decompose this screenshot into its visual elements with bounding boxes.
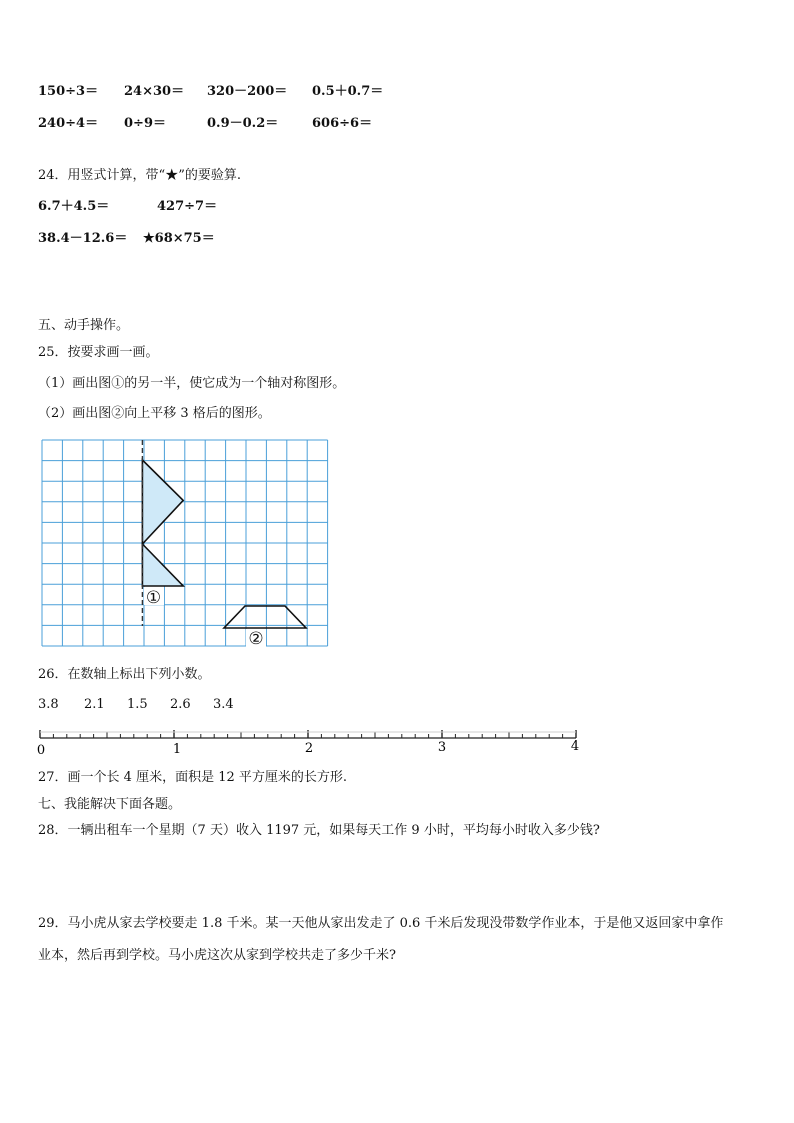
axis-label-2: 2 xyxy=(304,741,314,756)
calc-item: 320－200＝ xyxy=(207,84,288,99)
q29-line1: 29．马小虎从家去学校要走 1.8 千米。某一天他从家出发走了 0.6 千米后发现没带数学作业本，于是他又返回家中拿作 xyxy=(38,916,724,931)
q28-title: 28．一辆出租车一个星期（7 天）收入 1197 元，如果每天工作 9 小时，平均每小时收入多少钱? xyxy=(38,823,600,838)
calc-item: 427÷7＝ xyxy=(157,199,218,214)
calc-item: 240÷4＝ xyxy=(38,116,99,131)
calc-item: 38.4－12.6＝ xyxy=(38,231,128,246)
calc-item: 6.7＋4.5＝ xyxy=(38,199,110,214)
calc-item: 0÷9＝ xyxy=(124,116,166,131)
q26-title: 26．在数轴上标出下列小数。 xyxy=(38,667,211,682)
q25-title: 25．按要求画一画。 xyxy=(38,345,159,360)
grid-lines xyxy=(42,440,328,646)
decimal-item: 3.4 xyxy=(213,697,234,712)
calc-item: 0.5＋0.7＝ xyxy=(312,84,384,99)
shape-2-trapezoid xyxy=(224,606,306,628)
calc-item: 24×30＝ xyxy=(124,84,185,99)
decimal-item: 3.8 xyxy=(38,697,59,712)
grid-figure xyxy=(38,436,330,650)
q27-title: 27．画一个长 4 厘米，面积是 12 平方厘米的长方形. xyxy=(38,770,348,785)
section7-title: 七、我能解决下面各题。 xyxy=(38,797,182,812)
calc-item: 150÷3＝ xyxy=(38,84,99,99)
shape-1-upper-triangle xyxy=(142,460,183,544)
calc-item: ★68×75＝ xyxy=(143,231,215,246)
calc-item: 606÷6＝ xyxy=(312,116,373,131)
axis-label-4: 4 xyxy=(570,739,580,754)
axis-label-3: 3 xyxy=(437,740,447,755)
shape-1-lower-triangle xyxy=(142,544,183,586)
decimal-item: 2.1 xyxy=(84,697,105,712)
axis-label-0: 0 xyxy=(36,743,46,758)
q29-line2: 业本，然后再到学校。马小虎这次从家到学校共走了多少千米? xyxy=(38,948,396,963)
q25-sub2: （2）画出图②向上平移 3 格后的图形。 xyxy=(38,406,271,421)
section5-title: 五、动手操作。 xyxy=(38,318,130,333)
q24-title: 24．用竖式计算，带“★”的要验算. xyxy=(38,168,241,183)
shape-2-label: ② xyxy=(248,629,264,649)
calc-item: 0.9－0.2＝ xyxy=(207,116,279,131)
q25-sub1: （1）画出图①的另一半，使它成为一个轴对称图形。 xyxy=(38,376,346,391)
number-line-ticks xyxy=(40,730,576,738)
decimal-item: 2.6 xyxy=(170,697,191,712)
axis-label-1: 1 xyxy=(172,742,182,757)
shape-1-label: ① xyxy=(145,588,162,608)
number-line xyxy=(30,722,590,760)
decimal-item: 1.5 xyxy=(127,697,148,712)
